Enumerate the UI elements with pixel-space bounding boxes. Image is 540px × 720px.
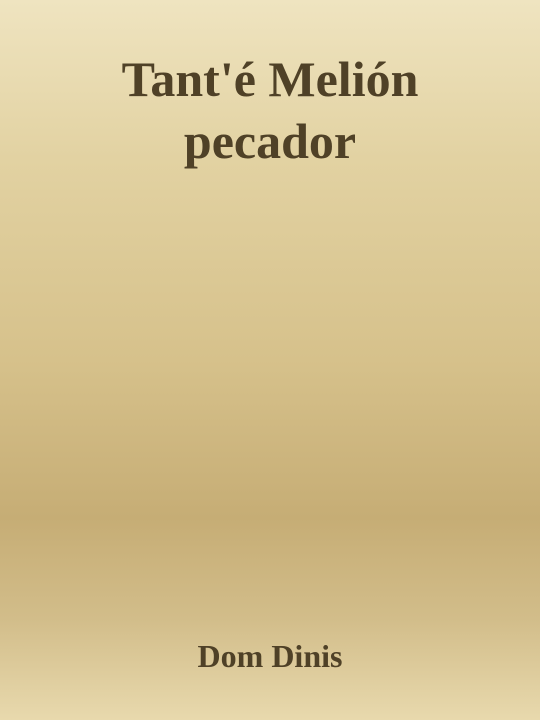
title-line-2: pecador	[183, 113, 357, 169]
book-title	[20, 48, 520, 172]
title-line-1: Tant'é Melión	[121, 51, 419, 107]
book-author: Dom Dinis	[197, 638, 343, 674]
